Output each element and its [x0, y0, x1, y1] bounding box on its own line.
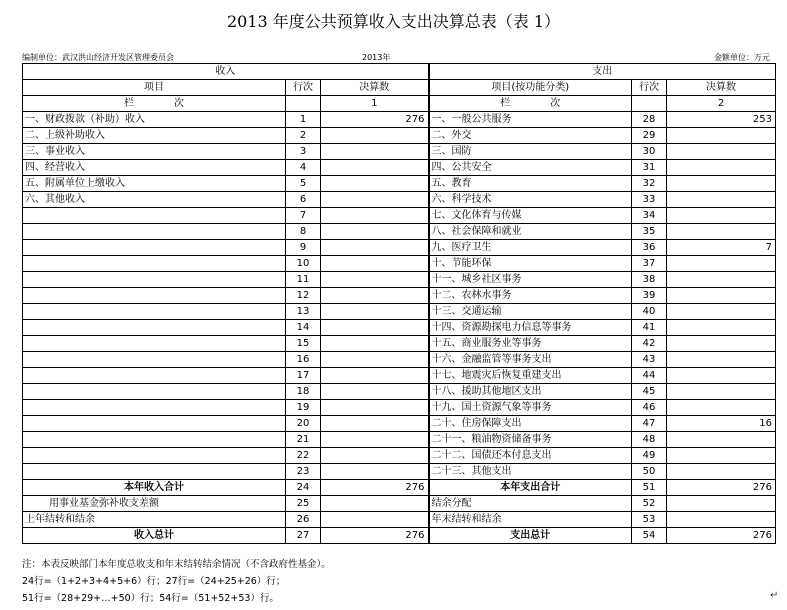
income-line-number: 15 — [286, 336, 321, 352]
expense-item-label: 十五、商业服务业等事务 — [429, 336, 632, 352]
expense-line-number: 34 — [632, 208, 667, 224]
expense-year-total-line: 51 — [632, 480, 667, 496]
expense-line-number: 30 — [632, 144, 667, 160]
column-index-row — [23, 96, 776, 112]
expense-line-number: 29 — [632, 128, 667, 144]
expense-line-number: 45 — [632, 384, 667, 400]
expense-item-label: 十四、资源勘探电力信息等事务 — [429, 320, 632, 336]
column-header-row — [23, 80, 776, 96]
table-row — [23, 448, 776, 464]
expense-item-label: 十七、地震灾后恢复重建支出 — [429, 368, 632, 384]
income-item-label — [23, 320, 286, 336]
expense-line-number: 43 — [632, 352, 667, 368]
expense-line-number: 33 — [632, 192, 667, 208]
expense-grand-total-label: 支出总计 — [429, 528, 632, 544]
income-year-total-value: 276 — [321, 480, 429, 496]
income-item-label — [23, 288, 286, 304]
expense-amount — [667, 432, 776, 448]
col-item-func-header: 项目(按功能分类) — [429, 80, 632, 96]
expense-line-number: 28 — [632, 112, 667, 128]
income-item-label — [23, 400, 286, 416]
expense-amount — [667, 208, 776, 224]
expense-line-number: 31 — [632, 160, 667, 176]
expense-item-label: 八、社会保障和就业 — [429, 224, 632, 240]
income-carry-line: 26 — [286, 512, 321, 528]
table-row — [23, 160, 776, 176]
expense-amount: 253 — [667, 112, 776, 128]
expense-amount — [667, 144, 776, 160]
income-item-label — [23, 432, 286, 448]
income-item-label — [23, 224, 286, 240]
expense-line-number: 46 — [632, 400, 667, 416]
expense-item-label: 二十一、粮油物资储备事务 — [429, 432, 632, 448]
year-total-row — [23, 480, 776, 496]
income-line-number: 18 — [286, 384, 321, 400]
income-line-number: 12 — [286, 288, 321, 304]
expense-carry-line: 53 — [632, 512, 667, 528]
expense-amount — [667, 176, 776, 192]
income-line-number: 22 — [286, 448, 321, 464]
table-row — [23, 304, 776, 320]
income-item-label — [23, 256, 286, 272]
expense-amount: 16 — [667, 416, 776, 432]
expense-year-total-value: 276 — [667, 480, 776, 496]
expense-item-label: 十六、金融监管等事务支出 — [429, 352, 632, 368]
table-row — [23, 336, 776, 352]
income-item-label: 四、经营收入 — [23, 160, 286, 176]
expense-amount — [667, 464, 776, 480]
income-amount — [321, 160, 429, 176]
section-header-row — [23, 64, 776, 80]
report-title: 2013 年度公共预算收入支出决算总表（表 1） — [226, 12, 561, 31]
expense-amount — [667, 256, 776, 272]
table-row — [23, 400, 776, 416]
income-line-number: 4 — [286, 160, 321, 176]
income-line-number: 5 — [286, 176, 321, 192]
income-year-total-label: 本年收入合计 — [23, 480, 286, 496]
expense-amount — [667, 128, 776, 144]
income-item-label — [23, 240, 286, 256]
col-line-header: 行次 — [286, 80, 321, 96]
income-amount — [321, 432, 429, 448]
budget-table — [22, 63, 776, 544]
income-carry-value — [321, 512, 429, 528]
expense-line-number: 32 — [632, 176, 667, 192]
expense-fund-line: 52 — [632, 496, 667, 512]
income-amount — [321, 128, 429, 144]
expense-amount — [667, 304, 776, 320]
income-item-label: 六、其他收入 — [23, 192, 286, 208]
col-index-label: 栏 次 — [23, 96, 286, 112]
table-row — [23, 272, 776, 288]
income-item-label: 二、上级补助收入 — [23, 128, 286, 144]
amount-unit: 金额单位：万元 — [714, 53, 770, 62]
col-item-header: 项目 — [23, 80, 286, 96]
income-item-label: 五、附属单位上缴收入 — [23, 176, 286, 192]
expense-amount — [667, 336, 776, 352]
income-amount — [321, 272, 429, 288]
income-fund-value — [321, 496, 429, 512]
expense-item-label: 十九、国土资源气象等事务 — [429, 400, 632, 416]
income-line-number: 16 — [286, 352, 321, 368]
income-line-number: 3 — [286, 144, 321, 160]
table-row — [23, 352, 776, 368]
expense-line-number: 35 — [632, 224, 667, 240]
expense-item-label: 十二、农林水事务 — [429, 288, 632, 304]
expense-amount — [667, 320, 776, 336]
col-index-2: 2 — [667, 96, 776, 112]
expense-amount — [667, 224, 776, 240]
table-note-1: 注：本表反映部门本年度总收支和年末结转结余情况（不含政府性基金）。 — [22, 559, 331, 570]
income-amount: 276 — [321, 112, 429, 128]
income-item-label — [23, 368, 286, 384]
income-header: 收入 — [23, 64, 429, 80]
expense-item-label: 二、外交 — [429, 128, 632, 144]
income-amount — [321, 368, 429, 384]
income-item-label — [23, 208, 286, 224]
income-amount — [321, 400, 429, 416]
income-item-label — [23, 352, 286, 368]
expense-carry-label: 年末结转和结余 — [429, 512, 632, 528]
income-line-number: 19 — [286, 400, 321, 416]
income-amount — [321, 240, 429, 256]
income-item-label — [23, 336, 286, 352]
expense-item-label: 二十二、国债还本付息支出 — [429, 448, 632, 464]
expense-amount — [667, 192, 776, 208]
table-row — [23, 320, 776, 336]
income-line-number: 20 — [286, 416, 321, 432]
income-amount — [321, 192, 429, 208]
expense-carry-value — [667, 512, 776, 528]
expense-header: 支出 — [429, 64, 776, 80]
income-amount — [321, 320, 429, 336]
col-line-header: 行次 — [632, 80, 667, 96]
col-amount-header: 决算数 — [321, 80, 429, 96]
income-amount — [321, 448, 429, 464]
income-amount — [321, 176, 429, 192]
income-item-label: 一、财政拨款（补助）收入 — [23, 112, 286, 128]
income-item-label — [23, 464, 286, 480]
expense-line-number: 47 — [632, 416, 667, 432]
table-note-3: 51行=（28+29+…+50）行；54行=（51+52+53）行。 — [22, 593, 279, 604]
table-row — [23, 288, 776, 304]
expense-item-label: 六、科学技术 — [429, 192, 632, 208]
expense-line-number: 50 — [632, 464, 667, 480]
expense-line-number: 44 — [632, 368, 667, 384]
income-item-label — [23, 448, 286, 464]
income-amount — [321, 144, 429, 160]
table-note-2: 24行=（1+2+3+4+5+6）行；27行=（24+25+26）行； — [22, 576, 286, 587]
table-row — [23, 112, 776, 128]
income-fund-label: 用事业基金弥补收支差额 — [23, 496, 286, 512]
income-item-label — [23, 304, 286, 320]
income-amount — [321, 288, 429, 304]
expense-amount: 7 — [667, 240, 776, 256]
income-line-number: 1 — [286, 112, 321, 128]
table-row — [23, 368, 776, 384]
expense-item-label: 三、国防 — [429, 144, 632, 160]
income-line-number: 14 — [286, 320, 321, 336]
income-line-number: 21 — [286, 432, 321, 448]
expense-item-label: 二十三、其他支出 — [429, 464, 632, 480]
income-amount — [321, 352, 429, 368]
expense-line-number: 37 — [632, 256, 667, 272]
income-item-label — [23, 272, 286, 288]
income-item-label — [23, 416, 286, 432]
expense-amount — [667, 288, 776, 304]
fund-row — [23, 496, 776, 512]
income-line-number: 6 — [286, 192, 321, 208]
income-amount — [321, 464, 429, 480]
table-row — [23, 176, 776, 192]
compiling-unit: 编制单位：武汉洪山经济开发区管理委员会 — [22, 53, 174, 62]
expense-line-number: 39 — [632, 288, 667, 304]
table-row — [23, 192, 776, 208]
carry-row — [23, 512, 776, 528]
expense-item-label: 九、医疗卫生 — [429, 240, 632, 256]
return-mark-icon: ↵ — [770, 590, 779, 601]
income-line-number: 7 — [286, 208, 321, 224]
income-amount — [321, 224, 429, 240]
income-grand-total-value: 276 — [321, 528, 429, 544]
expense-fund-value — [667, 496, 776, 512]
expense-grand-total-value: 276 — [667, 528, 776, 544]
expense-item-label: 一、一般公共服务 — [429, 112, 632, 128]
expense-line-number: 40 — [632, 304, 667, 320]
col-index-1: 1 — [321, 96, 429, 112]
expense-item-label: 十、节能环保 — [429, 256, 632, 272]
income-year-total-line: 24 — [286, 480, 321, 496]
expense-amount — [667, 160, 776, 176]
expense-item-label: 十八、援助其他地区支出 — [429, 384, 632, 400]
income-grand-total-line: 27 — [286, 528, 321, 544]
table-row — [23, 144, 776, 160]
income-amount — [321, 416, 429, 432]
table-row — [23, 240, 776, 256]
expense-line-number: 42 — [632, 336, 667, 352]
expense-item-label: 五、教育 — [429, 176, 632, 192]
expense-item-label: 四、公共安全 — [429, 160, 632, 176]
income-amount — [321, 336, 429, 352]
income-line-number: 23 — [286, 464, 321, 480]
expense-item-label: 十三、交通运输 — [429, 304, 632, 320]
expense-amount — [667, 448, 776, 464]
expense-line-number: 36 — [632, 240, 667, 256]
table-row — [23, 208, 776, 224]
income-carry-label: 上年结转和结余 — [23, 512, 286, 528]
expense-line-number: 38 — [632, 272, 667, 288]
expense-line-number: 41 — [632, 320, 667, 336]
table-row — [23, 128, 776, 144]
expense-line-number: 49 — [632, 448, 667, 464]
income-line-number: 2 — [286, 128, 321, 144]
table-row — [23, 256, 776, 272]
expense-item-label: 十一、城乡社区事务 — [429, 272, 632, 288]
income-line-number: 13 — [286, 304, 321, 320]
col-amount-header: 决算数 — [667, 80, 776, 96]
expense-grand-total-line: 54 — [632, 528, 667, 544]
income-amount — [321, 384, 429, 400]
expense-fund-label: 结余分配 — [429, 496, 632, 512]
income-item-label — [23, 384, 286, 400]
expense-item-label: 七、文化体育与传媒 — [429, 208, 632, 224]
income-line-number: 10 — [286, 256, 321, 272]
income-line-number: 8 — [286, 224, 321, 240]
table-row — [23, 416, 776, 432]
grand-total-row — [23, 528, 776, 544]
col-index-label: 栏 次 — [429, 96, 632, 112]
income-grand-total-label: 收入总计 — [23, 528, 286, 544]
income-line-number: 11 — [286, 272, 321, 288]
table-row — [23, 432, 776, 448]
expense-amount — [667, 352, 776, 368]
expense-amount — [667, 368, 776, 384]
income-amount — [321, 256, 429, 272]
table-row — [23, 464, 776, 480]
income-item-label: 三、事业收入 — [23, 144, 286, 160]
expense-amount — [667, 272, 776, 288]
expense-amount — [667, 400, 776, 416]
expense-item-label: 二十、住房保障支出 — [429, 416, 632, 432]
report-year: 2013年 — [362, 53, 391, 62]
income-line-number: 9 — [286, 240, 321, 256]
income-amount — [321, 304, 429, 320]
expense-amount — [667, 384, 776, 400]
income-amount — [321, 208, 429, 224]
expense-year-total-label: 本年支出合计 — [429, 480, 632, 496]
table-row — [23, 384, 776, 400]
income-fund-line: 25 — [286, 496, 321, 512]
income-line-number: 17 — [286, 368, 321, 384]
table-row — [23, 224, 776, 240]
expense-line-number: 48 — [632, 432, 667, 448]
